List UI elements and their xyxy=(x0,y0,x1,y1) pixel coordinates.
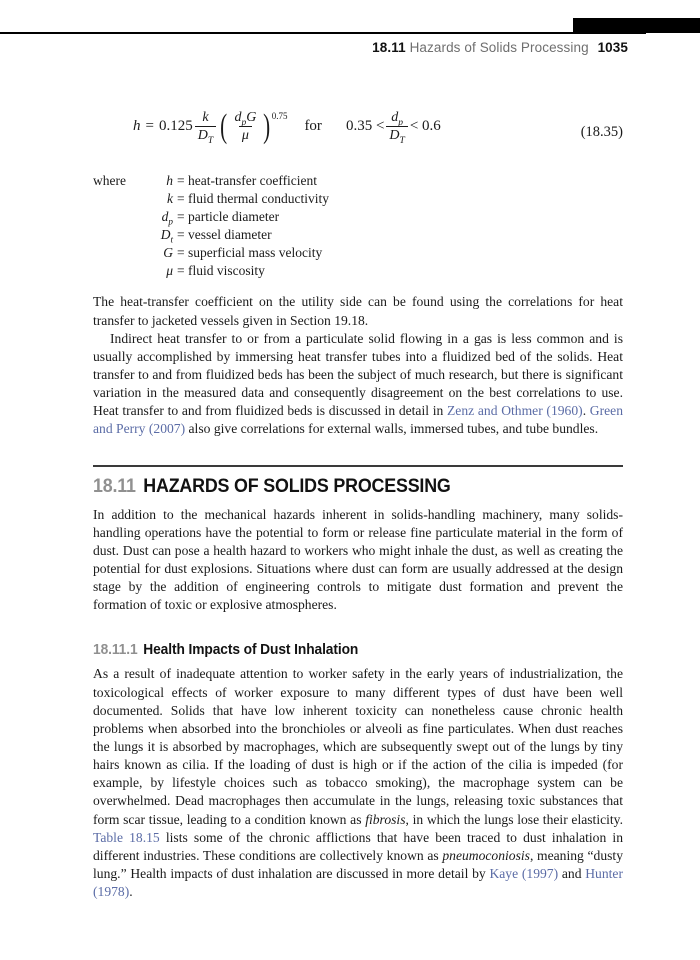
paragraph-text-run: . xyxy=(582,403,590,419)
text-column xyxy=(93,0,623,901)
fraction-denominator-mu: μ xyxy=(239,126,252,143)
fraction-denominator-DT: $D_T$ xyxy=(195,126,216,143)
nomenclature-symbol: μ xyxy=(166,263,173,279)
nomenclature-item xyxy=(93,226,623,244)
condition-fraction-numerator: $d_p$ xyxy=(391,110,403,128)
equation-lhs: h xyxy=(133,118,141,135)
nomenclature-equals: = xyxy=(177,245,185,261)
nomenclature-item xyxy=(93,190,623,208)
fraction-numerator-k: k xyxy=(202,110,209,125)
paragraph-text-run: . xyxy=(129,884,133,900)
equation-exponent: 0.75 xyxy=(271,110,288,121)
section-title: HAZARDS OF SOLIDS PROCESSING xyxy=(143,475,451,497)
table-reference-18-15[interactable]: Table 18.15 xyxy=(93,829,160,845)
equation-equals: = xyxy=(145,118,154,135)
nomenclature-lead-spacer xyxy=(93,262,145,280)
equation-condition-upper: < 0.6 xyxy=(409,118,441,135)
paragraph-text-run: Indirect heat transfer to or from a particulate solid flowing in a gas is less common and is usually accomplished by immersing heat transfer tubes into a fluidized bed of the solids. Heat transfer to and from fluidized beds has been the subject of much research, but there is significant variation in the measured data and consequently disagreement on the best correlations to use. Heat transfer to and from fluidized beds is discussed in detail in xyxy=(93,330,623,419)
equation-expression xyxy=(133,107,441,146)
equation-coefficient: 0.125 xyxy=(158,118,193,135)
equation-parenthetical-group xyxy=(218,107,288,145)
nomenclature-list xyxy=(93,172,623,280)
fraction-numerator-dpG: $d_pG$ xyxy=(234,110,257,128)
citation-green-perry-2007[interactable]: Green and Perry (2007) xyxy=(93,403,624,437)
paragraph-text-run: lists some of the chronic afflictions that have been traced to dust inhalation in different industries. These conditions are collectively known as xyxy=(93,829,623,863)
equation-condition-lower: 0.35 < xyxy=(345,118,385,135)
nomenclature-lead-spacer xyxy=(93,244,145,262)
nomenclature-definition: particle diameter xyxy=(188,209,280,225)
nomenclature-definition: heat-transfer coefficient xyxy=(188,173,318,188)
nomenclature-equals: = xyxy=(177,227,185,243)
section-divider-rule xyxy=(93,465,623,467)
nomenclature-definition: fluid thermal conductivity xyxy=(188,191,329,207)
paragraph-text-run: also give correlations for external walls, immersed tubes, and tube bundles. xyxy=(185,421,599,437)
nomenclature-lead-spacer xyxy=(93,226,145,244)
display-equation-18-35 xyxy=(93,107,623,162)
nomenclature-item xyxy=(93,172,623,190)
nomenclature-item xyxy=(93,244,623,262)
paragraph-text-run: and xyxy=(558,865,586,881)
right-paren: ) xyxy=(263,107,271,145)
left-paren: ( xyxy=(220,107,228,145)
paragraph-text-run: , in which the lungs lose their elasticity. xyxy=(405,811,623,827)
paragraph-text-run: , meaning “dusty lung.” Health impacts of dust inhalation are discussed in more detail by xyxy=(93,847,623,881)
nomenclature-symbol: $d_p$ xyxy=(161,209,173,227)
nomenclature-equals: = xyxy=(177,209,185,225)
term-pneumoconiosis: pneumoconiosis xyxy=(442,847,530,863)
equation-number: (18.35) xyxy=(580,124,623,140)
nomenclature-symbol: $D_t$ xyxy=(160,227,173,245)
equation-fraction-dpG-over-mu xyxy=(231,110,259,143)
nomenclature-lead-spacer xyxy=(93,208,145,226)
equation-condition-word: for xyxy=(304,118,322,135)
paragraph-text-run: As a result of inadequate attention to worker safety in the early years of industrialization, the toxicological effects of worker exposure to many different types of dust have been well documented. Solids that have low inherent toxicity can nonetheless cause chronic health problems when absorbed into the bronchioles or alveoli as fine particulates. When dust reaches the lungs it is absorbed by macrophages, which are subsequently swept out of the lungs by tiny hairs known as cilia. If the loading of dust is high or if the action of the cilia is impeded (for example, by lifestyle choices such as tobacco smoking), the macrophage system can be overwhelmed. Dead macrophages then accumulate in the lungs, releasing toxic substances that form scar tissue, leading to a condition known as xyxy=(93,666,623,827)
subsection-number: 18.11.1 xyxy=(93,642,138,659)
nomenclature-definition: superficial mass velocity xyxy=(188,245,323,261)
equation-fraction-k-over-DT xyxy=(195,110,216,146)
condition-fraction-denominator: $D_T$ xyxy=(386,126,407,143)
citation-hunter-1978[interactable]: Hunter (1978) xyxy=(93,865,623,900)
equation-condition-fraction xyxy=(386,110,407,146)
section-number: 18.11 xyxy=(93,475,136,497)
citation-zenz-othmer-1960[interactable]: Zenz and Othmer (1960) xyxy=(447,403,583,419)
nomenclature-lead-word: where xyxy=(93,173,126,188)
nomenclature-equals: = xyxy=(177,263,185,279)
running-head-title: Hazards of Solids Processing xyxy=(409,40,589,55)
nomenclature-symbol: h xyxy=(166,173,173,188)
nomenclature-definition: fluid viscosity xyxy=(188,263,265,279)
paragraph-dust-inhalation-health xyxy=(93,665,623,901)
nomenclature-lead-spacer xyxy=(93,190,145,208)
term-fibrosis: fibrosis xyxy=(365,811,406,827)
running-head-section-number: 18.11 xyxy=(372,40,406,55)
nomenclature-item xyxy=(93,262,623,280)
section-heading-18-11 xyxy=(93,476,591,498)
paragraph-utility-side: The heat-transfer coefficient on the utility side can be found using the correlations for heat transfer to jacketed vessels given in Section 19.18. xyxy=(93,294,623,328)
subsection-heading-18-11-1 xyxy=(93,642,597,658)
nomenclature-definition: vessel diameter xyxy=(188,227,272,243)
nomenclature-symbol: G xyxy=(163,245,173,261)
citation-kaye-1997[interactable]: Kaye (1997) xyxy=(489,865,559,881)
page-number: 1035 xyxy=(597,40,628,55)
subsection-title: Health Impacts of Dust Inhalation xyxy=(143,642,359,659)
nomenclature-equals: = xyxy=(177,191,185,207)
paragraph-indirect-heat-transfer xyxy=(93,330,623,439)
paragraph-solids-handling-hazards: In addition to the mechanical hazards inherent in solids-handling machinery, many solids-handling operations have the potential to form or release fine particulate material in the form of dust. Dust can pose a health hazard to workers who might inhale the dust, as well as creating the potential for dust explosions. Situations where dust can form are usually addressed at the design stage by the addition of engineering controls to mitigate dust formation and prevent the formation of toxic or explosive atmospheres. xyxy=(93,506,623,613)
nomenclature-item xyxy=(93,208,623,226)
nomenclature-equals: = xyxy=(177,173,185,188)
nomenclature-symbol: k xyxy=(167,191,173,207)
